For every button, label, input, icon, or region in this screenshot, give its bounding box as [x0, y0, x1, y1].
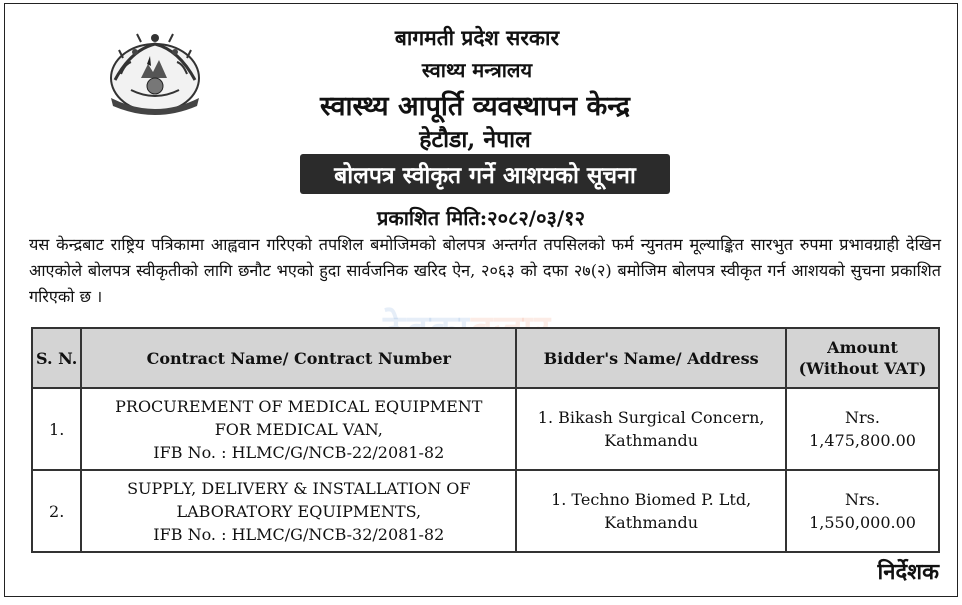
table-row: [32, 470, 939, 552]
row-bidder: [516, 388, 786, 470]
row-contract: [81, 470, 516, 552]
table-row: [32, 388, 939, 470]
notice-document: [4, 3, 958, 597]
row-contract: [81, 388, 516, 470]
row-sn: 1.: [32, 388, 81, 470]
notice-body-text: यस केन्द्रबाट राष्ट्रिय पत्रिकामा आह्ववान गरिएको तपशिल बमोजिमको बोलपत्र अन्तर्गत तपसिलको फर्म न्युनतम मूल्याङ्कित सारभुत रुपमा प्रभावग्राही देखिन आएकोले बोलपत्र स्वीकृतीको लागि छनौट भएको हुदा सार्वजनिक खरिद ऐन, २०६३ को दफा २७(२) बमोजिम बोलपत्र स्वीकृत गर्न आशयको सुचना प्रकाशित गरिएको छ ।: [29, 235, 941, 306]
signatory-title: निर्देशक: [877, 559, 939, 585]
header-amount-line1: Amount: [827, 338, 898, 357]
province-government-title: बागमती प्रदेश सरकार: [394, 25, 560, 50]
notice-title-box: [300, 154, 670, 194]
amount-line: 1,550,000.00: [809, 513, 916, 532]
header-bidder: Bidder's Name/ Address: [516, 328, 786, 388]
contract-line: IFB No. : HLMC/G/NCB-22/2081-82: [153, 442, 445, 462]
table-header-row: [32, 328, 939, 388]
amount-line: Nrs.: [845, 490, 880, 509]
header-sn: S. N.: [32, 328, 81, 388]
contract-line: PROCUREMENT OF MEDICAL EQUIPMENT: [115, 396, 483, 416]
header-amount-line2: (Without VAT): [798, 359, 927, 378]
header-amount: [786, 328, 939, 388]
notice-body: [29, 232, 941, 310]
row-amount: [786, 470, 939, 552]
notice-title: बोलपत्र स्वीकृत गर्ने आशयको सूचना: [334, 162, 636, 189]
location-title: हेटौडा, नेपाल: [419, 126, 531, 153]
bidder-line: 1. Bikash Surgical Concern,: [537, 408, 765, 427]
bidder-line: Kathmandu: [604, 513, 699, 532]
contract-line: LABORATORY EQUIPMENTS,: [176, 501, 422, 521]
amount-line: 1,475,800.00: [809, 431, 916, 450]
ministry-title: स्वाथ्य मन्त्रालय: [421, 58, 533, 82]
contract-line: FOR MEDICAL VAN,: [214, 419, 383, 439]
row-bidder: [516, 470, 786, 552]
bidder-line: 1. Techno Biomed P. Ltd,: [551, 490, 752, 509]
center-title: स्वास्थ्य आपूर्ति व्यवस्थापन केन्द्र: [320, 91, 630, 122]
row-amount: [786, 388, 939, 470]
amount-line: Nrs.: [845, 408, 880, 427]
published-date: प्रकाशित मिति:२०८२/०३/१२: [377, 206, 585, 230]
award-table: [31, 327, 940, 553]
header-contract: Contract Name/ Contract Number: [81, 328, 516, 388]
row-sn: 2.: [32, 470, 81, 552]
bidder-line: Kathmandu: [604, 431, 699, 450]
contract-line: IFB No. : HLMC/G/NCB-32/2081-82: [153, 524, 445, 544]
contract-line: SUPPLY, DELIVERY & INSTALLATION OF: [127, 478, 471, 498]
